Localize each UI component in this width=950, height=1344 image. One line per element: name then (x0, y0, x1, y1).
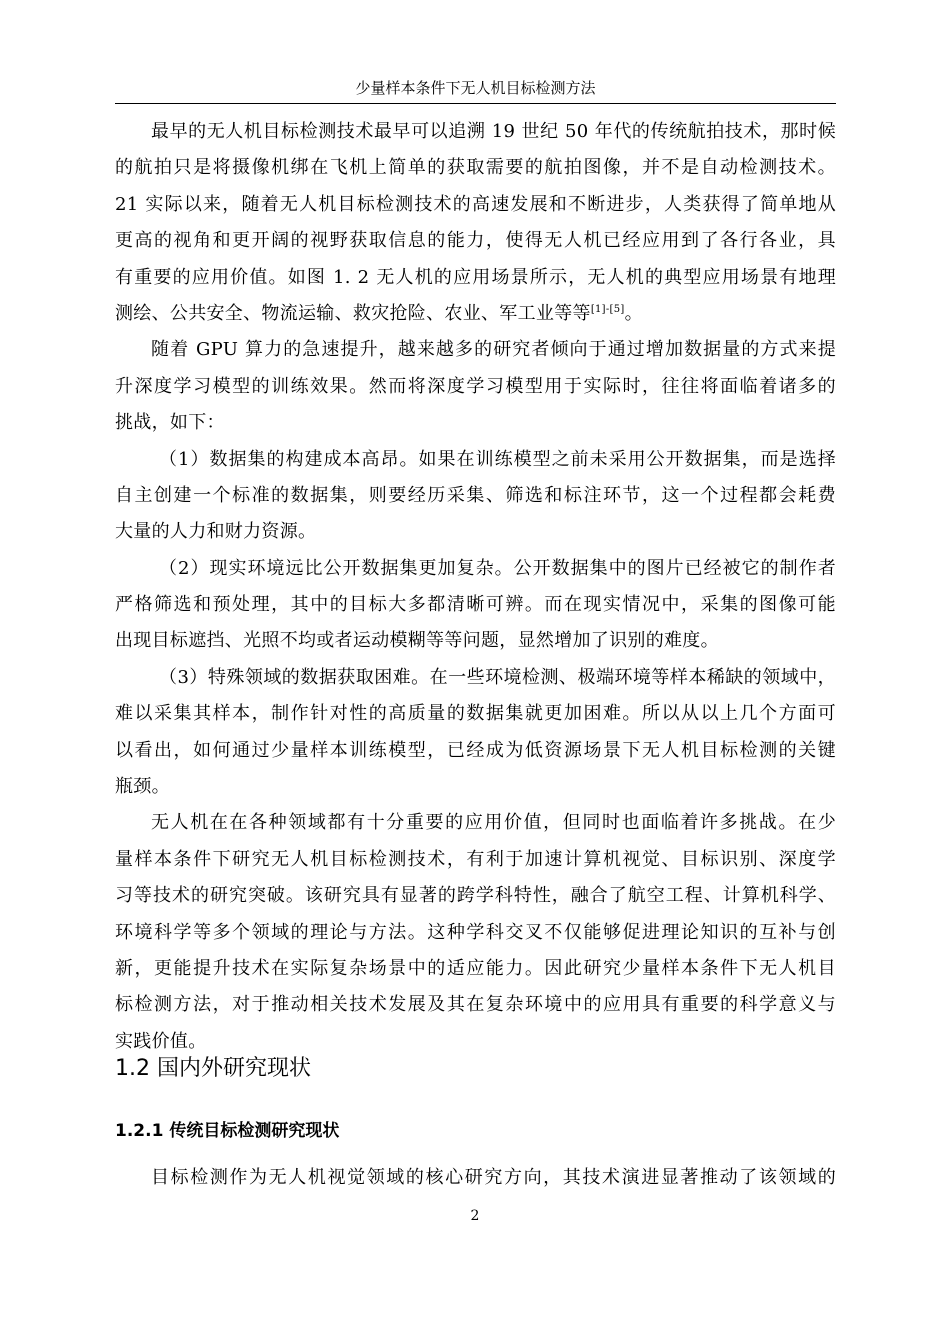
text-line: 环境科学等多个领域的理论与方法。这种学科交叉不仅能够促进理论知识的互补与创 (115, 921, 836, 943)
text-line: 难以采集其样本，制作针对性的高质量的数据集就更加困难。所以从以上几个方面可 (115, 703, 836, 725)
text-line: 随着 GPU 算力的急速提升，越来越多的研究者倾向于通过增加数据量的方式来提 (151, 339, 836, 361)
text-line: 标检测方法，对于推动相关技术发展及其在复杂环境中的应用具有重要的科学意义与 (115, 994, 836, 1016)
text-line: 有重要的应用价值。如图 1. 2 无人机的应用场景所示，无人机的典型应用场景有地理 (115, 266, 836, 288)
text-fragment: 测绘、公共安全、物流运输、救灾抢险、农业、军工业等等 (115, 302, 591, 324)
text-line: 的航拍只是将摄像机绑在飞机上简单的获取需要的航拍图像，并不是自动检测技术。 (115, 157, 836, 179)
text-line: 目标检测作为无人机视觉领域的核心研究方向，其技术演进显著推动了该领域的 (151, 1167, 836, 1188)
citation-superscript: [1]-[5] (590, 303, 625, 315)
text-line: 实践价值。 (115, 1030, 207, 1052)
paragraph-traditional-detection (115, 1160, 836, 1196)
text-line: 习等技术的研究突破。该研究具有显著的跨学科特性，融合了航空工程、计算机科学、 (115, 885, 836, 907)
subsection-heading: 1.2.1 传统目标检测研究现状 (115, 1121, 340, 1141)
text-line: 21 实际以来，随着无人机目标检测技术的高速发展和不断进步，人类获得了简单地从 (115, 193, 836, 215)
text-line (115, 296, 836, 332)
paragraph-challenges-intro (115, 332, 836, 441)
paragraph-significance (115, 805, 836, 1060)
text-line: 挑战，如下： (115, 412, 225, 434)
text-line: （2）现实环境远比公开数据集更加复杂。公开数据集中的图片已经被它的制作者 (159, 557, 836, 579)
text-fragment: 。 (624, 302, 643, 324)
page-number: 2 (470, 1208, 480, 1224)
text-line: 量样本条件下研究无人机目标检测技术，有利于加速计算机视觉、目标识别、深度学 (115, 848, 836, 870)
running-header: 少量样本条件下无人机目标检测方法 (355, 79, 596, 97)
text-line: 新，更能提升技术在实际复杂场景中的适应能力。因此研究少量样本条件下无人机目 (115, 957, 836, 979)
text-line: 更高的视角和更开阔的视野获取信息的能力，使得无人机已经应用到了各行各业，具 (115, 230, 836, 252)
text-line: 大量的人力和财力资源。 (115, 521, 317, 543)
header-divider (115, 103, 836, 104)
text-line: 最早的无人机目标检测技术最早可以追溯 19 世纪 50 年代的传统航拍技术，那时候 (151, 121, 836, 142)
section-heading: 1.2 国内外研究现状 (115, 1056, 311, 1081)
body-text (115, 114, 836, 1060)
text-line: 以看出，如何通过少量样本训练模型，已经成为低资源场景下无人机目标检测的关键 (115, 739, 836, 761)
text-line: 出现目标遮挡、光照不均或者运动模糊等等问题，显然增加了识别的难度。 (115, 630, 719, 652)
text-line: 自主创建一个标准的数据集，则要经历采集、筛选和标注环节，这一个过程都会耗费 (115, 484, 836, 506)
text-line: 严格筛选和预处理，其中的目标大多都清晰可辨。而在现实情况中，采集的图像可能 (115, 594, 836, 616)
text-line: 无人机在在各种领域都有十分重要的应用价值，但同时也面临着许多挑战。在少 (151, 812, 836, 834)
text-line: 升深度学习模型的训练效果。然而将深度学习模型用于实际时，往往将面临着诸多的 (115, 375, 836, 397)
list-item-1 (115, 442, 836, 551)
text-line: （3）特殊领域的数据获取困难。在一些环境检测、极端环境等样本稀缺的领域中， (159, 666, 836, 688)
list-item-3 (115, 660, 836, 806)
text-line: （1）数据集的构建成本高昂。如果在训练模型之前未采用公开数据集，而是选择 (159, 448, 836, 470)
paragraph-uav-history (115, 114, 836, 332)
list-item-2 (115, 551, 836, 660)
text-line: 瓶颈。 (115, 776, 170, 798)
